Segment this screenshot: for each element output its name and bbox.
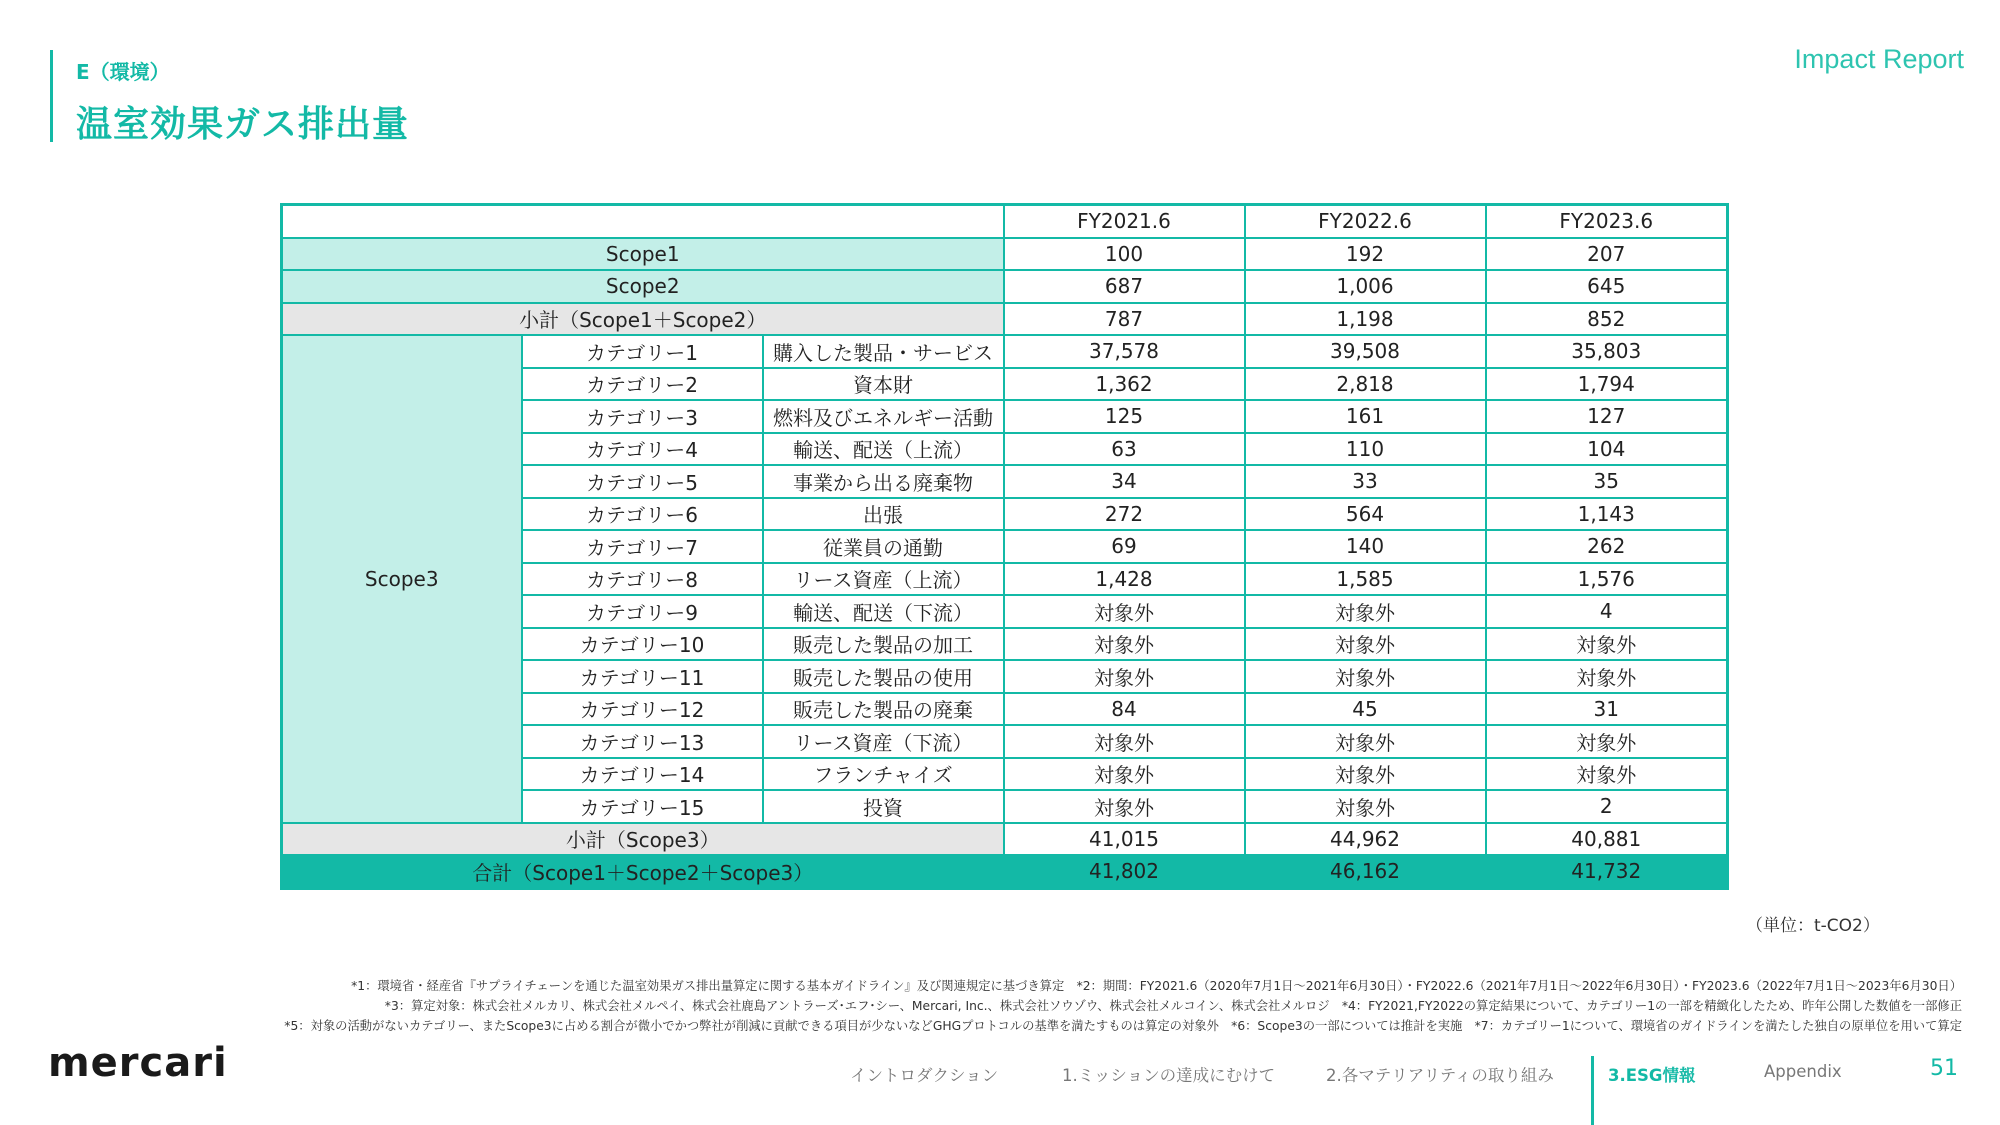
column-header: FY2021.6 xyxy=(1004,205,1245,238)
value-cell: 40,881 xyxy=(1486,823,1728,856)
category-number: カテゴリー9 xyxy=(522,595,763,628)
value-cell: 対象外 xyxy=(1004,660,1245,693)
category-name: 販売した製品の加工 xyxy=(763,628,1004,661)
ghg-emissions-table xyxy=(280,203,1729,890)
value-cell: 787 xyxy=(1004,303,1245,336)
row-label: 小計（Scope1＋Scope2） xyxy=(282,303,1004,336)
scope3-category-row xyxy=(282,335,1728,368)
value-cell: 161 xyxy=(1245,400,1486,433)
category-number: カテゴリー1 xyxy=(522,335,763,368)
value-cell: 対象外 xyxy=(1004,725,1245,758)
scope3-label-cell: Scope3 xyxy=(282,335,522,823)
value-cell: 69 xyxy=(1004,530,1245,563)
value-cell: 41,802 xyxy=(1004,855,1245,888)
value-cell: 34 xyxy=(1004,465,1245,498)
grand-total-row xyxy=(282,855,1728,888)
value-cell: 207 xyxy=(1486,238,1728,271)
category-number: カテゴリー7 xyxy=(522,530,763,563)
column-header: FY2022.6 xyxy=(1245,205,1486,238)
footnote-line: *3：算定対象：株式会社メルカリ、株式会社メルペイ、株式会社鹿島アントラーズ･エフ･シー、Mercari, Inc.、株式会社ソウゾウ、株式会社メルコイン、株式会社メルロジ *4：FY2021,FY2022の算定結果について、カテゴリー1の一部を精緻化したため、昨年公開した数値を一部修正 xyxy=(384,999,1962,1013)
value-cell: 1,143 xyxy=(1486,498,1728,531)
nav-introduction[interactable]: イントロダクション xyxy=(850,1066,999,1085)
value-cell: 35,803 xyxy=(1486,335,1728,368)
value-cell: 対象外 xyxy=(1486,758,1728,791)
category-name: リース資産（下流） xyxy=(763,725,1004,758)
mercari-logo: mercari xyxy=(48,1040,228,1086)
value-cell: 対象外 xyxy=(1004,628,1245,661)
page-number: 51 xyxy=(1930,1056,1958,1081)
value-cell: 63 xyxy=(1004,433,1245,466)
value-cell: 1,198 xyxy=(1245,303,1486,336)
category-number: カテゴリー13 xyxy=(522,725,763,758)
category-number: カテゴリー10 xyxy=(522,628,763,661)
value-cell: 対象外 xyxy=(1004,790,1245,823)
nav-materiality[interactable]: 2.各マテリアリティの取り組み xyxy=(1326,1066,1554,1085)
value-cell: 687 xyxy=(1004,270,1245,303)
row-label: 合計（Scope1＋Scope2＋Scope3） xyxy=(282,855,1004,888)
value-cell: 110 xyxy=(1245,433,1486,466)
category-number: カテゴリー4 xyxy=(522,433,763,466)
scope1-row xyxy=(282,238,1728,271)
value-cell: 35 xyxy=(1486,465,1728,498)
category-name: 購入した製品・サービス xyxy=(763,335,1004,368)
page-title: 温室効果ガス排出量 xyxy=(76,104,410,145)
value-cell: 41,732 xyxy=(1486,855,1728,888)
category-number: カテゴリー5 xyxy=(522,465,763,498)
value-cell: 1,362 xyxy=(1004,368,1245,401)
category-name: 燃料及びエネルギー活動 xyxy=(763,400,1004,433)
value-cell: 1,576 xyxy=(1486,563,1728,596)
value-cell: 140 xyxy=(1245,530,1486,563)
value-cell: 1,794 xyxy=(1486,368,1728,401)
value-cell: 対象外 xyxy=(1486,628,1728,661)
category-name: フランチャイズ xyxy=(763,758,1004,791)
value-cell: 対象外 xyxy=(1245,725,1486,758)
nav-esg[interactable]: 3.ESG情報 xyxy=(1608,1066,1696,1085)
category-name: 資本財 xyxy=(763,368,1004,401)
value-cell: 564 xyxy=(1245,498,1486,531)
category-name: 従業員の通勤 xyxy=(763,530,1004,563)
value-cell: 44,962 xyxy=(1245,823,1486,856)
value-cell: 33 xyxy=(1245,465,1486,498)
value-cell: 125 xyxy=(1004,400,1245,433)
nav-active-divider xyxy=(1591,1056,1594,1125)
header-blank-cell xyxy=(282,205,1004,238)
value-cell: 37,578 xyxy=(1004,335,1245,368)
value-cell: 262 xyxy=(1486,530,1728,563)
category-name: 販売した製品の使用 xyxy=(763,660,1004,693)
value-cell: 84 xyxy=(1004,693,1245,726)
value-cell: 1,006 xyxy=(1245,270,1486,303)
table-header-row xyxy=(282,205,1728,238)
category-number: カテゴリー8 xyxy=(522,563,763,596)
column-header: FY2023.6 xyxy=(1486,205,1728,238)
value-cell: 4 xyxy=(1486,595,1728,628)
category-number: カテゴリー3 xyxy=(522,400,763,433)
category-name: 事業から出る廃棄物 xyxy=(763,465,1004,498)
category-number: カテゴリー6 xyxy=(522,498,763,531)
value-cell: 272 xyxy=(1004,498,1245,531)
value-cell: 645 xyxy=(1486,270,1728,303)
category-number: カテゴリー14 xyxy=(522,758,763,791)
footnotes xyxy=(62,976,1962,1036)
category-name: 出張 xyxy=(763,498,1004,531)
value-cell: 100 xyxy=(1004,238,1245,271)
value-cell: 対象外 xyxy=(1486,660,1728,693)
value-cell: 対象外 xyxy=(1245,758,1486,791)
value-cell: 192 xyxy=(1245,238,1486,271)
category-number: カテゴリー11 xyxy=(522,660,763,693)
section-accent-bar xyxy=(50,50,53,142)
category-name: 販売した製品の廃棄 xyxy=(763,693,1004,726)
value-cell: 45 xyxy=(1245,693,1486,726)
category-number: カテゴリー2 xyxy=(522,368,763,401)
value-cell: 31 xyxy=(1486,693,1728,726)
report-label: Impact Report xyxy=(1794,44,1964,74)
row-label: 小計（Scope3） xyxy=(282,823,1004,856)
value-cell: 852 xyxy=(1486,303,1728,336)
value-cell: 対象外 xyxy=(1245,790,1486,823)
value-cell: 104 xyxy=(1486,433,1728,466)
value-cell: 46,162 xyxy=(1245,855,1486,888)
value-cell: 対象外 xyxy=(1245,660,1486,693)
category-name: 投資 xyxy=(763,790,1004,823)
value-cell: 対象外 xyxy=(1004,595,1245,628)
row-label: Scope2 xyxy=(282,270,1004,303)
value-cell: 2,818 xyxy=(1245,368,1486,401)
value-cell: 127 xyxy=(1486,400,1728,433)
subtotal-scope3-row xyxy=(282,823,1728,856)
scope2-row xyxy=(282,270,1728,303)
row-label: Scope1 xyxy=(282,238,1004,271)
footnote-line: *5：対象の活動がないカテゴリー、またScope3に占める割合が微小でかつ弊社が削減に貢献できる項目が少ないなどGHGプロトコルの基準を満たすものは算定の対象外 *6：Scope3の一部については推計を実施 *7：カテゴリー1について、環境省のガイドラインを満たした独自の原単位を用いて算定 xyxy=(284,1019,1962,1033)
category-name: 輸送、配送（下流） xyxy=(763,595,1004,628)
value-cell: 対象外 xyxy=(1004,758,1245,791)
value-cell: 41,015 xyxy=(1004,823,1245,856)
value-cell: 対象外 xyxy=(1486,725,1728,758)
nav-appendix[interactable]: Appendix xyxy=(1764,1062,1842,1081)
value-cell: 対象外 xyxy=(1245,628,1486,661)
value-cell: 1,428 xyxy=(1004,563,1245,596)
section-label: E（環境） xyxy=(76,60,170,84)
value-cell: 39,508 xyxy=(1245,335,1486,368)
unit-label: （単位：t-CO2） xyxy=(1746,916,1880,936)
subtotal-scope12-row xyxy=(282,303,1728,336)
footnote-line: *1：環境省・経産省『サプライチェーンを通じた温室効果ガス排出量算定に関する基本ガイドライン』及び関連規定に基づき算定 *2：期間：FY2021.6（2020年7月1日～2021年6月30日）・FY2022.6（2021年7月1日～2022年6月30日）・FY2023.6（2022年7月1日～2023年6月30日） xyxy=(351,979,1962,993)
category-number: カテゴリー15 xyxy=(522,790,763,823)
value-cell: 対象外 xyxy=(1245,595,1486,628)
category-number: カテゴリー12 xyxy=(522,693,763,726)
category-name: 輸送、配送（上流） xyxy=(763,433,1004,466)
value-cell: 2 xyxy=(1486,790,1728,823)
value-cell: 1,585 xyxy=(1245,563,1486,596)
nav-mission[interactable]: 1.ミッションの達成にむけて xyxy=(1062,1066,1276,1085)
category-name: リース資産（上流） xyxy=(763,563,1004,596)
